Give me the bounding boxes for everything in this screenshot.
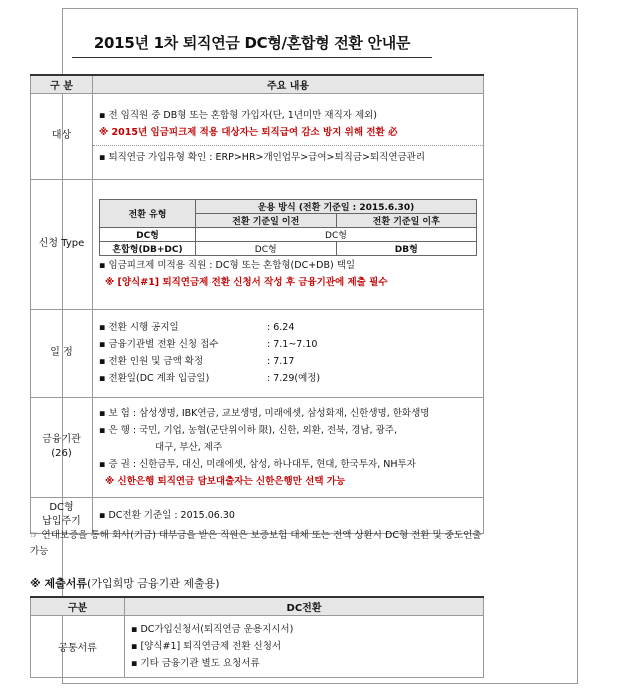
institutions-contents	[93, 397, 484, 497]
row-label-apply-type: 신청 Type	[31, 179, 93, 309]
target-check-path: ▪ 퇴직연금 가입유형 확인 : ERP>HR>개인업무>급여>퇴직금>퇴직연금관리	[99, 151, 426, 163]
dc-payment-label-2: 납입주기	[42, 516, 81, 527]
inner-header-method: 운용 방식 (전환 기준일 : 2015.6.30)	[196, 200, 477, 214]
bank-list-continued: 대구, 부산, 제주	[155, 441, 223, 453]
target-warning: ※ 2015년 임금피크제 적용 대상자는 퇴직급여 감소 방지 위해 전환 必	[99, 126, 398, 138]
bank-list: ▪ 은 행 : 국민, 기업, 농협(군단위이하 限), 신한, 외환, 전북, 경남, 광주,	[99, 424, 398, 436]
institutions-warning: ※ 신한은행 퇴직연금 담보대출자는 신한은행만 선택 가능	[105, 475, 346, 487]
submission-contents	[125, 615, 484, 677]
schedule-item: ▪ 전환 인원 및 금액 확정 : 7.17	[99, 356, 295, 367]
submission-table	[30, 596, 484, 678]
submission-heading	[30, 576, 220, 592]
inner-row-type: DC형	[100, 228, 196, 242]
submission-heading-detail: (가입희망 금융기관 제출용)	[87, 577, 220, 590]
submission-heading-mark: ※ 제출서류	[30, 577, 88, 590]
header-contents: 주요 내용	[93, 75, 484, 93]
footnote: ☞ 연대보증을 통해 회사(기금) 대부금을 받은 직원은 보증보험 대체 또는 전액 상환시 DC형 전환 및 중도인출 가능	[30, 530, 482, 557]
inner-row-before: DC형	[196, 242, 337, 256]
institutions-count: (26)	[51, 448, 72, 459]
dc-payment-label: DC형	[49, 502, 74, 513]
insurance-list: ▪ 보 험 : 삼성생명, IBK연금, 교보생명, 미래에셋, 삼성화재, 신한생명, 한화생명	[99, 407, 430, 419]
inner-row-after: DB형	[336, 242, 477, 256]
inner-row-merged: DC형	[196, 228, 477, 242]
row-label-schedule: 일 정	[31, 309, 93, 397]
target-contents	[93, 93, 484, 179]
submission-item: ▪ DC가입신청서(퇴직연금 운용지시서)	[131, 623, 294, 635]
apply-type-contents	[93, 179, 484, 309]
apply-line: ▪ 임금피크제 미적용 직원 : DC형 또는 혼합형(DC+DB) 택일	[99, 260, 356, 271]
apply-warning: ※ [양식#1] 퇴직연금제 전환 신청서 작성 후 금융기관에 제출 필수	[105, 277, 388, 288]
schedule-item: ▪ 금융기관별 전환 신청 접수 : 7.1~7.10	[99, 339, 318, 350]
conversion-type-table	[99, 199, 477, 256]
inner-header-type: 전환 유형	[100, 200, 196, 228]
main-info-table	[30, 74, 484, 534]
submission-row-label: 공통서류	[31, 615, 125, 677]
schedule-item: ▪ 전환 시행 공지일 : 6.24	[99, 322, 295, 333]
row-label-target: 대상	[31, 93, 93, 179]
dc-base-date: ▪ DC전환 기준일 : 2015.06.30	[99, 509, 235, 521]
header-category: 구 분	[31, 75, 93, 93]
schedule-contents	[93, 309, 484, 397]
inner-header-after: 전환 기준일 이후	[336, 214, 477, 228]
submission-header-category: 구분	[31, 597, 125, 615]
inner-header-before: 전환 기준일 이전	[196, 214, 337, 228]
schedule-item: ▪ 전환일(DC 계좌 입금일) : 7.29(예정)	[99, 373, 321, 384]
institutions-label: 금융기관	[42, 434, 81, 445]
inner-row-type: 혼합형(DB+DC)	[100, 242, 196, 256]
target-line: ▪ 전 임직원 중 DB형 또는 혼합형 가입자(단, 1년미만 재직자 제외)	[99, 109, 378, 121]
submission-item: ▪ 기타 금융기관 별도 요청서류	[131, 657, 260, 669]
submission-header-dc: DC전환	[125, 597, 484, 615]
submission-item: ▪ [양식#1] 퇴직연금제 전환 신청서	[131, 640, 282, 652]
row-label-institutions	[31, 397, 93, 497]
securities-list: ▪ 증 권 : 신한금투, 대신, 미래에셋, 삼성, 하나대투, 현대, 한국투자, NH투자	[99, 458, 416, 470]
document-title: 2015년 1차 퇴직연금 DC형/혼합형 전환 안내문	[72, 32, 432, 58]
